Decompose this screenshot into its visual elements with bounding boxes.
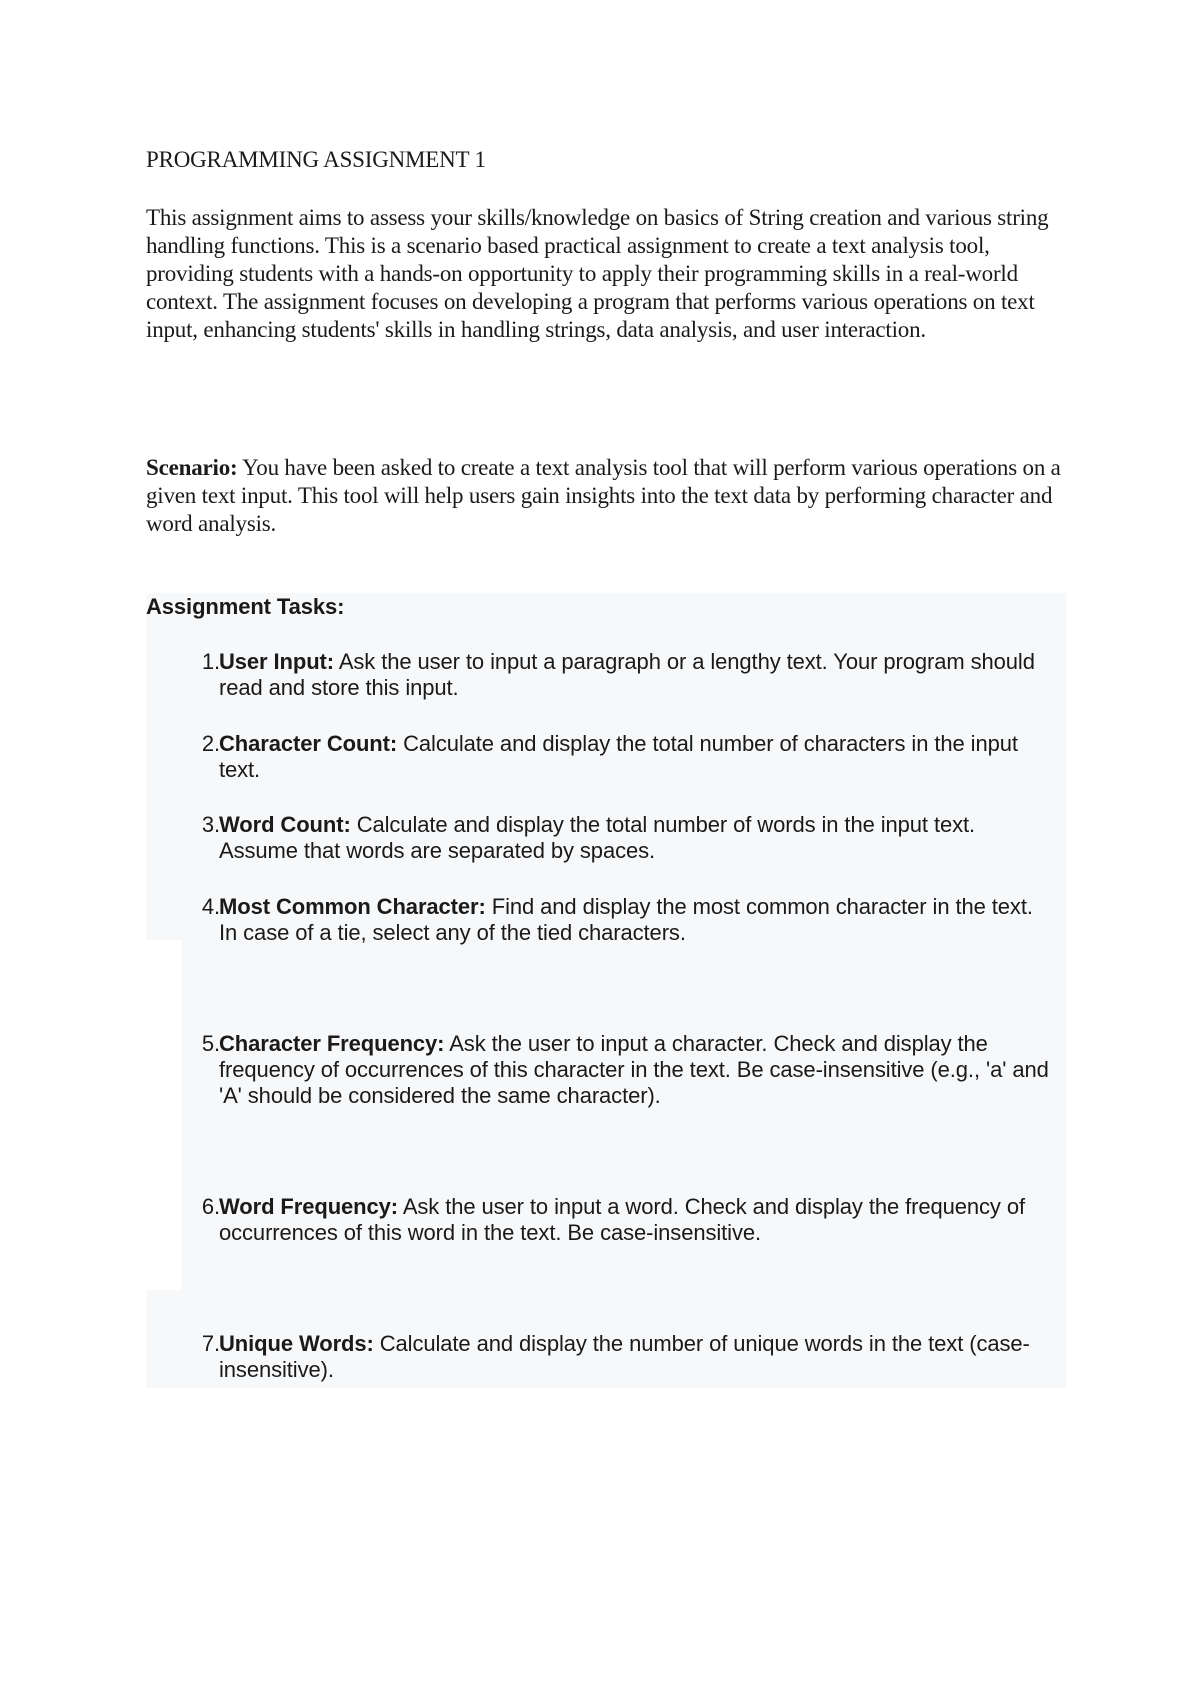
task-term: Character Count: <box>219 731 398 756</box>
tasks-gutter <box>146 940 182 1290</box>
task-item <box>182 1331 1066 1383</box>
task-number: 2. <box>201 731 220 756</box>
scenario-paragraph <box>146 454 1066 538</box>
task-item <box>182 1031 1066 1109</box>
scenario-text: You have been asked to create a text analysis tool that will perform various operations on a given text input. This tool will help users gain insights into the text data by performing character and word analysis. <box>146 455 1061 536</box>
task-number: 7. <box>201 1331 220 1356</box>
task-item <box>182 812 1066 864</box>
task-term: User Input: <box>219 649 335 674</box>
task-item <box>182 731 1066 783</box>
task-text: Calculate and display the total number of characters in the input text. <box>219 731 1018 782</box>
task-number: 5. <box>201 1031 220 1056</box>
intro-paragraph: This assignment aims to assess your skills/knowledge on basics of String creation and various string handling functions. This is a scenario based practical assignment to create a text analysis tool, providing students with a hands-on opportunity to apply their programming skills in a real-world context. The assignment focuses on developing a program that performs various operations on text input, enhancing students' skills in handling strings, data analysis, and user interaction. <box>146 205 1049 342</box>
task-text: Calculate and display the total number of words in the input text. Assume that words are separated by spaces. <box>219 812 976 863</box>
task-item <box>182 1194 1066 1246</box>
task-term: Unique Words: <box>219 1331 374 1356</box>
tasks-panel <box>146 593 1066 1388</box>
document-title: PROGRAMMING ASSIGNMENT 1 <box>146 147 486 172</box>
task-term: Word Frequency: <box>219 1194 399 1219</box>
task-term: Character Frequency: <box>219 1031 445 1056</box>
task-number: 4. <box>201 894 220 919</box>
task-number: 1. <box>201 649 220 674</box>
task-item <box>182 649 1066 701</box>
task-text: Ask the user to input a word. Check and display the frequency of occurrences of this word in the text. Be case-insensitive. <box>219 1194 1025 1245</box>
tasks-heading: Assignment Tasks: <box>146 594 345 619</box>
task-item <box>182 894 1066 946</box>
task-text: Ask the user to input a paragraph or a lengthy text. Your program should read and store this input. <box>219 649 1035 700</box>
task-term: Most Common Character: <box>219 894 486 919</box>
task-term: Word Count: <box>219 812 351 837</box>
task-number: 6. <box>201 1194 220 1219</box>
task-text: Calculate and display the number of unique words in the text (case-insensitive). <box>219 1331 1030 1382</box>
scenario-label: Scenario: <box>146 455 238 480</box>
task-text: Ask the user to input a character. Check and display the frequency of occurrences of this character in the text. Be case-insensitive (e.g., 'a' and 'A' should be considered the same character). <box>219 1031 1049 1108</box>
task-number: 3. <box>201 812 220 837</box>
task-text: Find and display the most common character in the text. In case of a tie, select any of the tied characters. <box>219 894 1033 945</box>
